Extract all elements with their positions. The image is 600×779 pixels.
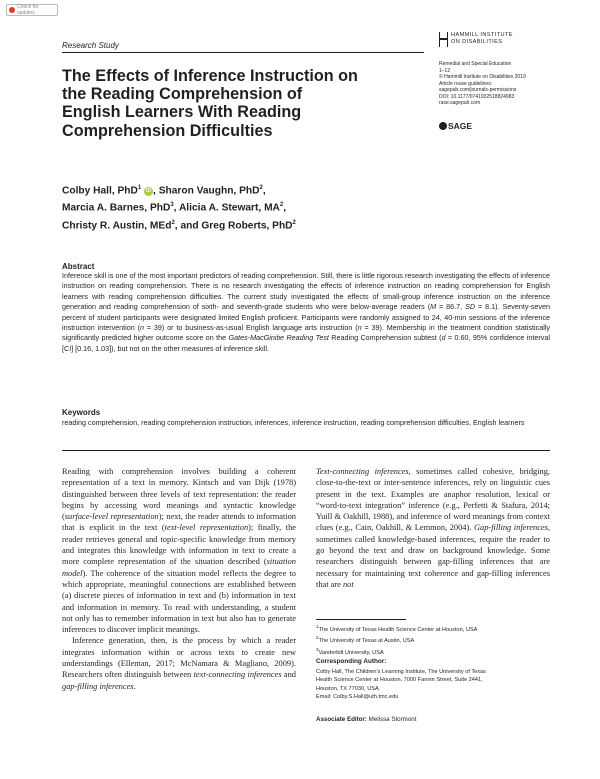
sage-logo (439, 121, 472, 131)
footnote-2: $^2$The University of Texas at Austin, USA (316, 635, 415, 645)
body-paragraph-1: Reading with comprehension involves building a coherent representation of a text in memory. Kintsch and van Dijk (1978) distinguished between three levels of text representation: the reader begins by accessing word meanings and syntactic knowledge (surface-level representation); next, the reader attends to information that is explicit in the text (text-level representation); finally, the reader retrieves general and topic-specific knowledge from memory and integrates this knowledge with information in text to create a more complete representation of the situation described (situation model). The coherence of the situation model reflects the degree to which appropriate, meaningful connections are established between (a) discrete pieces of information in text and (b) information in text and information in memory. To read with understanding, a student not only has to remember information in text but also has to generate inferences to discover implicit meanings. (62, 467, 296, 635)
abstract-text: Inference skill is one of the most important predictors of reading comprehension. Still, there is little rigorous research investigating the effects of inference instruction on reading comprehension. There is no research investigating the effects of inference instruction on reading comprehension for English learners with reading comprehension difficulties. The current study investigated the effects of small-group inference instruction on the inference generation and reading comprehension of sixth- and seventh-grade students who were below-average readers (M = 86.7, SD = 8.1). Seventy-seven percent of student participants were designated limited English proficient. Participants were randomly assigned to 24, 40-min sessions of the inference instruction intervention (n = 39) or to business-as-usual English language arts instruction (n = 39). Membership in the treatment condition statistically significantly predicted higher outcome score on the Gates-MacGinitie Reading Test Reading Comprehension subtest (d = 0.60, 95% confidence interval [CI] [0.16, 1.03]), but not on the other measures of inference skill. (62, 271, 550, 353)
header-rule (62, 52, 424, 53)
author-4: , Alicia A. Stewart, MA (173, 202, 280, 214)
author-3: Marcia A. Barnes, PhD (62, 202, 171, 214)
author-4-affil: 2 (279, 202, 284, 209)
meta-journal: Remedial and Special Education (439, 61, 512, 67)
associate-editor: Associate Editor: Melissa Stormont (316, 716, 417, 723)
orcid-icon[interactable]: iD (146, 188, 152, 195)
check-for-updates-badge[interactable] (6, 4, 58, 16)
footnote-3: $^3$Vanderbilt University, USA (316, 646, 384, 656)
author-list (62, 181, 392, 233)
publisher-line-1: HAMMILL INSTITUTE (451, 32, 513, 38)
keywords-text: reading comprehension, reading comprehension instruction, inferences, inference instruction, reading comprehension difficulties, English learners (62, 418, 525, 427)
article-title: The Effects of Inference Instruction on the Reading Comprehension of English Learners With Reading Comprehension Difficulties (62, 67, 358, 140)
sage-wordmark: SAGE (448, 121, 473, 131)
abstract-rule (62, 450, 550, 451)
corr-email[interactable]: Email: Colby.S.Hall@uth.tmc.edu (316, 694, 399, 701)
author-1: Colby Hall, PhD (62, 185, 138, 197)
keywords-heading: Keywords (62, 408, 101, 417)
author-2-affil: 2 (259, 185, 263, 191)
meta-copyright: © Hammill Institute on Disabilities 2019 (439, 74, 526, 80)
meta-reuse: Article reuse guidelines: (439, 80, 493, 87)
check-updates-label: Check for updates (16, 4, 39, 16)
journal-type: Research Study (62, 41, 119, 50)
check-updates-icon (9, 7, 15, 13)
author-5-affil: 2 (171, 219, 175, 226)
publisher-logo (439, 32, 513, 47)
body-paragraph-2: Inference generation, then, is the process by which a reader integrates information within or across texts to create new understandings (Elleman, 2017; McNamara & Magliano, 2009). Researchers often distinguish between text-connecting inferences and gap-filling inferences. (62, 636, 296, 691)
meta-site-link[interactable]: rase.sagepub.com (439, 100, 481, 106)
abstract-heading: Abstract (62, 262, 95, 271)
meta-doi[interactable]: DOI: 10.1177/0741932518824983 (439, 93, 515, 100)
author-6: , and Greg Roberts, PhD (174, 220, 293, 232)
author-6-affil: 2 (292, 219, 296, 226)
author-separator: , (262, 185, 266, 197)
author-2: , Sharon Vaughn, PhD (153, 185, 260, 197)
meta-permissions-link[interactable]: sagepub.com/journals-permissions (439, 87, 517, 93)
corr-line: Houston, TX 77030, USA. (316, 685, 381, 692)
body-paragraph-3: Text-connecting inferences, sometimes called cohesive, bridging, close-to-the-text or inter-sentence inferences, rely on linguistic cues present in the text. Examples are anaphor resolution, lexical or “word-to-text integration” inference (e.g., Perfetti & Stafura, 2014; Yuill & Oakhill, 1988), and inference of word meanings from context clues (e.g., Cain, Oakhill, & Lemmon, 2004). Gap-filling inferences, sometimes called knowledge-based inferences, require the reader to go beyond the text and draw on background knowledge. Some researchers distinguish between gap-filling inferences that are necessary for maintaining text coherence and gap-filling inferences that are not (316, 467, 551, 589)
author-separator: , (283, 202, 287, 214)
corr-line: Health Science Center at Houston, 7000 Fannin Street, Suite 2441, (316, 677, 483, 684)
hammill-logo-icon (439, 32, 448, 47)
corresponding-author-details (316, 668, 550, 702)
affiliation-footnotes (316, 623, 550, 657)
corr-line: Colby Hall, The Children’s Learning Institute, The University of Texas (316, 669, 486, 675)
sage-circle-icon (439, 122, 447, 130)
journal-meta (439, 61, 526, 107)
footnote-1: $^1$The University of Texas Health Science Center at Houston, USA (316, 624, 478, 633)
author-1-affil: 1 (137, 185, 142, 191)
publisher-line-2: ON DISABILITIES (451, 39, 503, 45)
author-5: Christy R. Austin, MEd (62, 220, 172, 232)
author-3-affil: 3 (170, 202, 174, 209)
corresponding-author-heading: Corresponding Author: (316, 658, 387, 665)
meta-pages: 1–12 (439, 67, 451, 74)
body-column-right (316, 466, 550, 590)
body-column-left (62, 466, 296, 692)
footnote-rule (316, 619, 406, 620)
